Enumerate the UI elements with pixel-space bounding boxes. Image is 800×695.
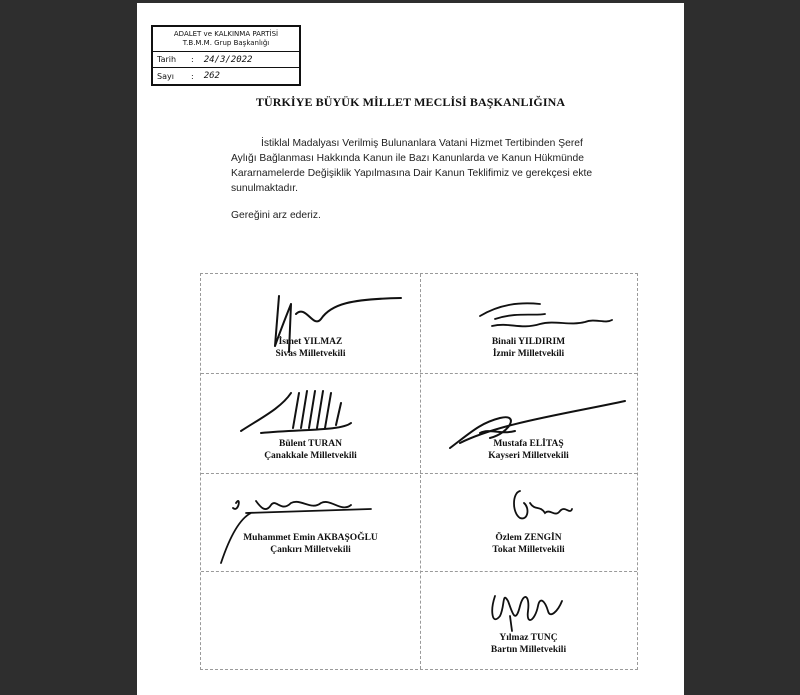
stamp-header-line1: ADALET ve KALKINMA PARTİSİ [173,30,279,38]
stamp-number-row: Sayı : 262 [157,71,220,81]
signature-cell [201,274,420,373]
stamp-date-row: Tarih : 24/3/2022 [153,52,299,68]
signatory-name: Muhammet Emin AKBAŞOĞLU [243,533,378,543]
signatory-name: Özlem ZENGİN [495,533,562,543]
signature-cell [420,473,637,571]
signatory-constituency: Tokat Milletvekili [492,544,565,555]
signature-cell [201,473,420,571]
signatory-constituency: Sivas Milletvekili [275,348,346,359]
body-paragraph: İstiklal Madalyası Verilmiş Bulunanlara Vatani Hizmet Tertibinden Şeref Aylığı Bağlanması Hakkında Kanun ile Bazı Kanunlarda ve Kanun Hükmünde Kararnamelerde Değişiklik Yapılmasına Dair Kanun Teklifimiz ve gerekçesi ekte sunulmaktadır. [231,138,593,194]
document-body [231,136,601,196]
empty-signature-cell [201,571,420,669]
stamp-number-label: Sayı [157,71,174,81]
signatory-constituency: Kayseri Milletvekili [488,450,569,461]
stamp-date-label: Tarih [157,55,177,64]
signatory-name: Mustafa ELİTAŞ [493,439,564,449]
signature-cell [420,373,637,473]
document-page [137,3,684,695]
signatory-name: Yılmaz TUNÇ [499,633,558,643]
signature-image [420,473,637,571]
signatory-constituency: Çanakkale Milletvekili [264,450,357,461]
registry-stamp [151,25,301,86]
document-title: TÜRKİYE BÜYÜK MİLLET MECLİSİ BAŞKANLIĞINA [255,95,566,109]
signatory-constituency: Çankırı Milletvekili [270,544,351,555]
signature-cell [420,571,637,669]
signature-cell [201,373,420,473]
signatory-name: Bülent TURAN [279,439,342,449]
signature-table [200,273,638,670]
signatory-name: İsmet YILMAZ [278,337,343,347]
stamp-date-value: 24/3/2022 [203,54,253,65]
signatory-name: Binali YILDIRIM [491,337,566,347]
signature-image [201,473,420,571]
stamp-header [153,27,299,52]
closing-line: Gereğini arz ederiz. [231,210,321,221]
stamp-number-value: 262 [203,71,220,81]
stamp-header-line2: T.B.M.M. Grup Başkanlığı [182,38,270,47]
signatory-constituency: İzmir Milletvekili [492,348,565,359]
signatory-constituency: Bartın Milletvekili [490,644,567,655]
signature-cell [420,274,637,373]
